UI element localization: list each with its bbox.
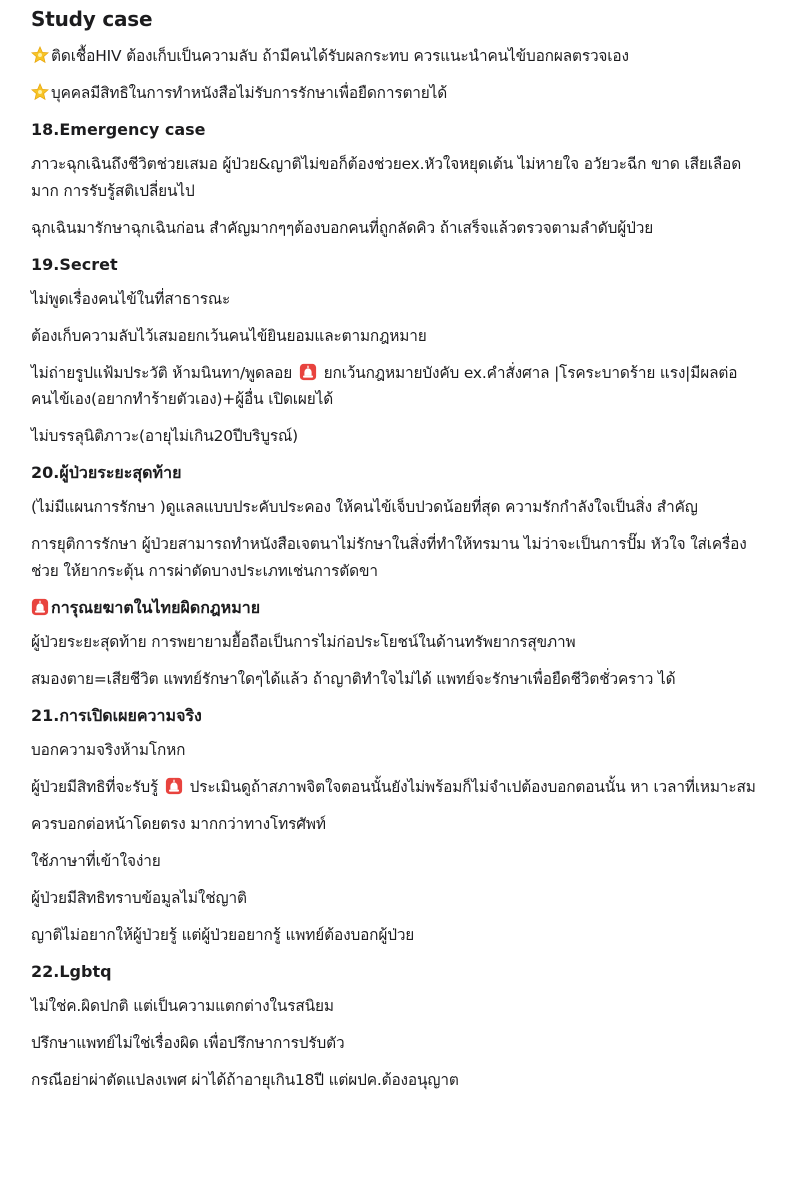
disclosure-paragraph-2-lead: ผู้ป่วยมีสิทธิที่จะรับรู้ bbox=[31, 777, 159, 796]
rotating-light-icon bbox=[31, 598, 49, 616]
disclosure-paragraph-1: บอกความจริงห้ามโกหก bbox=[31, 740, 186, 759]
disclosure-paragraph-3: ควรบอกต่อหน้าโดยตรง มากกว่าทางโทรศัพท์ bbox=[31, 814, 326, 833]
terminal-paragraph-2: การยุติการรักษา ผู้ป่วยสามารถทำหนังสือเจตนาไม่รักษาในสิ่งที่ทำให้ทรมาน ไม่ว่าจะเป็นการปั๊ม หัวใจ ใส่เครื่องช่วย ให้ยากระตุ้น การผ่าตัดบางประเภทเช่นการตัดขา bbox=[31, 535, 747, 580]
disclosure-paragraph-2 bbox=[31, 774, 765, 801]
disclosure-paragraph-5: ผู้ป่วยมีสิทธิทราบข้อมูลไม่ใช่ญาติ bbox=[31, 888, 247, 907]
secret-paragraph-4: ไม่บรรลุนิติภาวะ(อายุไม่เกิน20ปีบริบูรณ์) bbox=[31, 427, 298, 445]
secret-paragraph-3 bbox=[31, 360, 765, 413]
terminal-paragraph-5: สมองตาย=เสียชีวิต แพทย์รักษาใดๆได้แล้ว ถ้าญาติทำใจไม่ได้ แพทย์จะรักษาเพื่อยืดชีวิตชั่วคราว ได้ bbox=[31, 669, 676, 688]
secret-paragraph-3-rest: ยกเว้นกฎหมายบังคับ ex.คำสั่งศาล |โรคระบาดร้าย แรง|มีผลต่อคนไข้เอง(อยากทำร้ายตัวเอง)+ผู้อื่น เปิดเผยได้ bbox=[31, 363, 738, 408]
section-heading-truth-disclosure: 21.การเปิดเผยความจริง bbox=[31, 705, 202, 725]
section-heading-lgbtq: 22.Lgbtq bbox=[31, 961, 112, 981]
terminal-paragraph-1: (ไม่มีแผนการรักษา )ดูแลลแบบประคับประคอง ให้คนไข้เจ็บปวดน้อยที่สุด ความรักกำลังใจเป็นสิ่ง สำคัญ bbox=[31, 498, 698, 516]
secret-paragraph-1: ไม่พูดเรื่องคนไข้ในที่สาธารณะ bbox=[31, 289, 231, 308]
lgbtq-paragraph-1: ไม่ใช่ค.ผิดปกติ แต่เป็นความแตกต่างในรสนิยม bbox=[31, 996, 334, 1015]
page-title: Study case bbox=[31, 7, 153, 31]
euthanasia-note-text: การุณยฆาตในไทยผิดกฎหมาย bbox=[51, 597, 261, 617]
terminal-paragraph-4: ผู้ป่วยระยะสุดท้าย การพยายามยื้อถือเป็นการไม่ก่อประโยชน์ในด้านทรัพยากรสุขภาพ bbox=[31, 632, 576, 651]
glowing-star-icon bbox=[31, 83, 49, 101]
section-heading-secret: 19.Secret bbox=[31, 254, 118, 274]
intro-text: ติดเชื้อHIV ต้องเก็บเป็นความลับ ถ้ามีคนได้รับผลกระทบ ควรแนะนำคนไข้บอกผลตรวจเอง bbox=[51, 47, 629, 65]
emergency-paragraph-2: ฉุกเฉินมารักษาฉุกเฉินก่อน สำคัญมากๆๆต้องบอกคนที่ถูกลัดคิว ถ้าเสร็จแล้วตรวจตามลำดับผู้ป่วย bbox=[31, 218, 654, 237]
euthanasia-note bbox=[31, 595, 765, 621]
emergency-paragraph-1: ภาวะฉุกเฉินถึงชีวิตช่วยเสมอ ผู้ป่วย&ญาติไม่ขอก็ต้องช่วยex.หัวใจหยุดเต้น ไม่หายใจ อวัยวะฉีก ขาด เสียเลือดมาก การรับรู้สติเปลี่ยนไป bbox=[31, 155, 742, 200]
lgbtq-paragraph-2: ปรึกษาแพทย์ไม่ใช่เรื่องผิด เพื่อปรึกษาการปรับตัว bbox=[31, 1033, 345, 1052]
secret-paragraph-2: ต้องเก็บความลับไว้เสมอยกเว้นคนไข้ยินยอมและตามกฎหมาย bbox=[31, 326, 427, 345]
section-heading-emergency: 18.Emergency case bbox=[31, 120, 206, 139]
disclosure-paragraph-4: ใช้ภาษาที่เข้าใจง่าย bbox=[31, 851, 161, 870]
intro-text: บุคคลมีสิทธิในการทำหนังสือไม่รับการรักษาเพื่อยืดการตายได้ bbox=[51, 84, 448, 102]
rotating-light-icon bbox=[165, 777, 183, 795]
lgbtq-paragraph-3: กรณีอย่าผ่าตัดแปลงเพศ ผ่าได้ถ้าอายุเกิน18ปี แต่ผปค.ต้องอนุญาต bbox=[31, 1070, 459, 1089]
intro-item-living-will bbox=[31, 80, 765, 107]
section-heading-terminal-patient: 20.ผู้ป่วยระยะสุดท้าย bbox=[31, 463, 182, 482]
glowing-star-icon bbox=[31, 46, 49, 64]
rotating-light-icon bbox=[299, 363, 317, 381]
disclosure-paragraph-6: ญาติไม่อยากให้ผู้ป่วยรู้ แต่ผู้ป่วยอยากรู้ แพทย์ต้องบอกผู้ป่วย bbox=[31, 925, 415, 944]
disclosure-paragraph-2-rest: ประเมินดูถ้าสภาพจิตใจตอนนั้นยังไม่พร้อมก็ไม่จำเปต้องบอกตอนนั้น หา เวลาที่เหมาะสม bbox=[189, 777, 756, 796]
secret-paragraph-3-lead: ไม่ถ่ายรูปแฟ้มประวัติ ห้ามนินทา/พูดลอย bbox=[31, 363, 293, 382]
intro-item-hiv bbox=[31, 43, 765, 70]
